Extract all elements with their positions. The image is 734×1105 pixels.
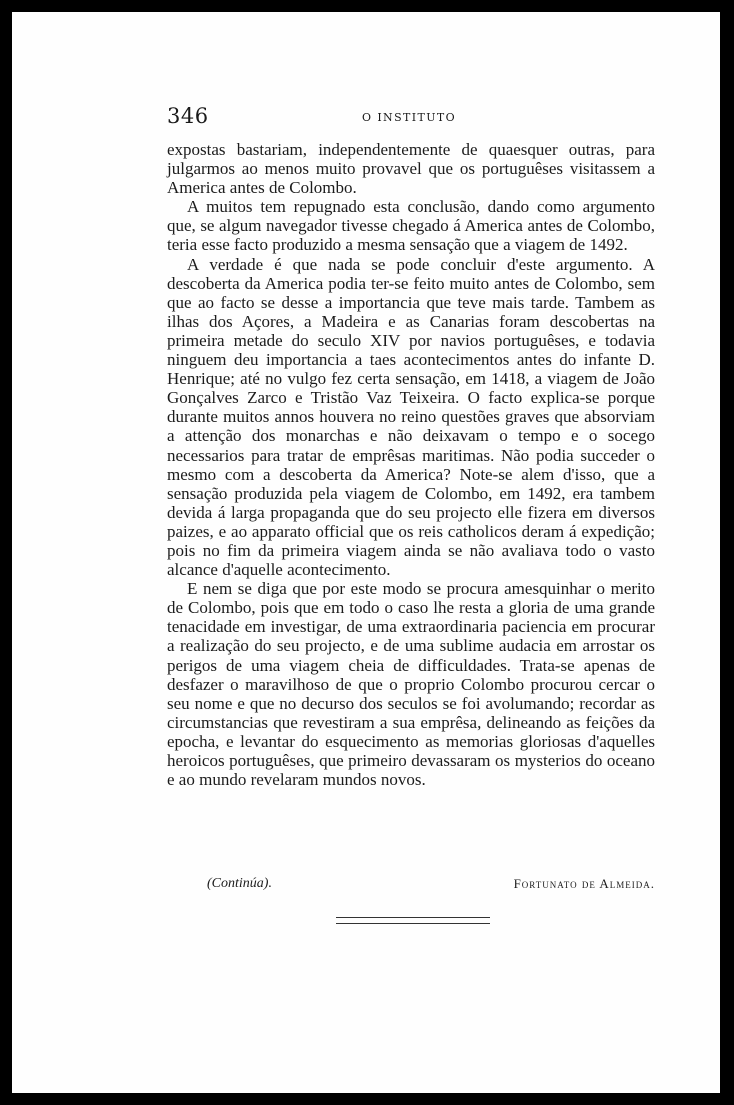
double-rule-divider xyxy=(336,917,490,924)
signature-line xyxy=(167,876,655,898)
scanned-page xyxy=(12,12,720,1093)
paragraph-3: A verdade é que nada se pode concluir d'este argumento. A descoberta da America podia ter-se feito muito antes de Colombo, sem que ao facto se desse a importancia que teve mais tarde. Tambem as ilhas dos Açores, a Madeira e as Canarias foram descobertas na primeira metade do seculo XIV por navios portuguêses, e todavia ninguem deu importancia a taes acontecimentos antes do infante D. Henrique; até no vulgo fez certa sensação, em 1418, a viagem de João Gonçalves Zarco e Tristão Vaz Teixeira. O facto explica-se porque durante muitos annos houvera no reino questões graves que absorviam a attenção dos monarchas e não deixavam o tempo e o socego necessarios para tratar de emprêsas maritimas. Não podia succeder o mesmo com a descoberta da America? Note-se alem d'isso, que a sensação produzida pela viagem de Colombo, em 1492, era tambem devida á larga propaganda que do seu projecto elle fizera em diversos paizes, e ao apparato official que os reis catholicos deram á expedição; pois no fim da primeira viagem ainda se não avaliava todo o vasto alcance d'aquelle acontecimento. xyxy=(167,254,655,580)
author-signature: Fortunato de Almeida. xyxy=(513,876,655,891)
page-header xyxy=(167,104,655,134)
running-title: O INSTITUTO xyxy=(362,111,457,124)
paragraph-1: expostas bastariam, independentemente de quaesquer outras, para julgarmos ao menos muito provavel que os portuguêses visitassem a America antes de Colombo. xyxy=(167,140,655,198)
paragraph-4: E nem se diga que por este modo se procura amesquinhar o merito de Colombo, pois que em todo o caso lhe resta a gloria de uma grande tenacidade em investigar, de uma extraordinaria paciencia em procurar a realização do seu projecto, e de uma sublime audacia em arrostar os perigos de uma viagem cheia de difficuldades. Trata-se apenas de desfazer o maravilhoso de que o proprio Colombo procurou cercar o seu nome e que no decurso dos seculos se foi avolumando; recordar as circumstancias que revestiram a sua emprêsa, delineando as feições da epocha, e levantar do esquecimento as memorias gloriosas d'aquelles heroicos portuguêses, que primeiro devassaram os mysterios do oceano e ao mundo revelaram mundos novos. xyxy=(167,579,655,790)
paragraph-2: A muitos tem repugnado esta conclusão, dando como argumento que, se algum navegador tivesse chegado á America antes de Colombo, teria esse facto produzido a mesma sensação que a viagem de 1492. xyxy=(167,197,655,255)
page-number: 346 xyxy=(167,104,209,128)
continued-note: (Continúa). xyxy=(207,876,272,891)
body-text xyxy=(167,140,655,789)
